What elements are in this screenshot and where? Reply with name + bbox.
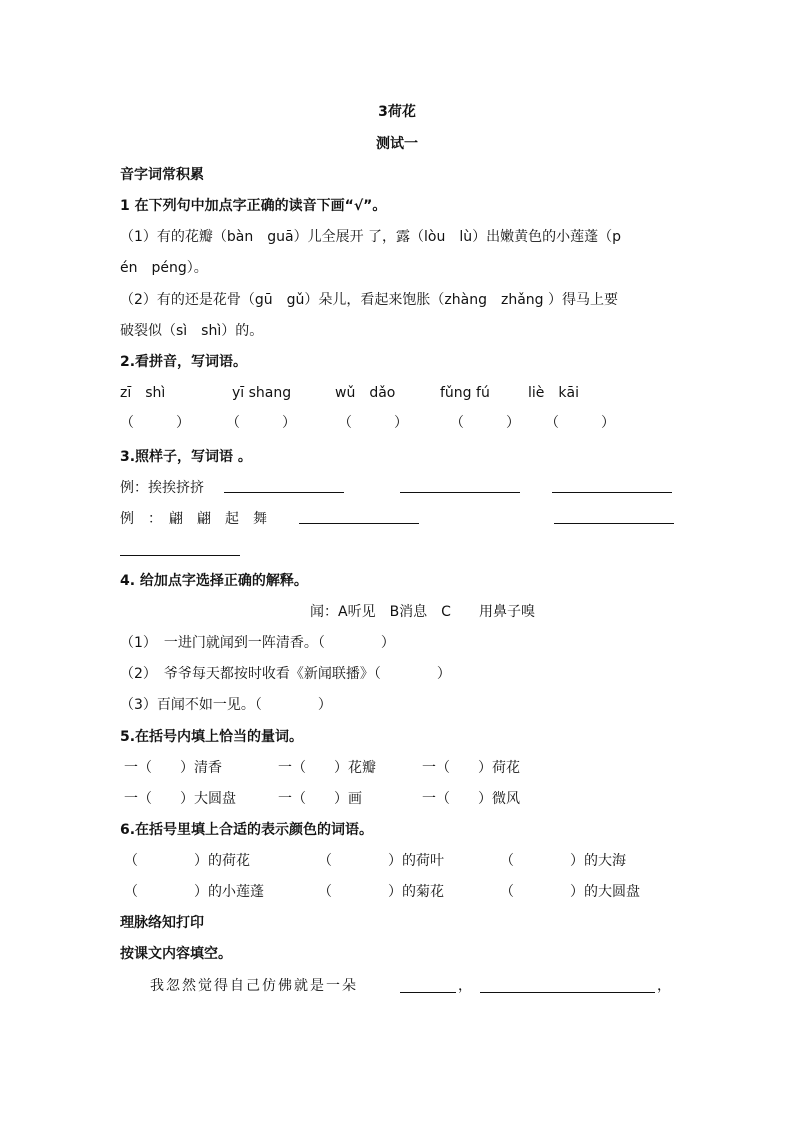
- answer-blank-1[interactable]: （ ）: [120, 415, 190, 431]
- color-word-item: （ ）的荷花: [124, 853, 250, 869]
- answer-line[interactable]: [480, 992, 655, 993]
- question-4-item-2: （2） 爷爷每天都按时收看《新闻联播》（ ）: [120, 666, 451, 682]
- question-1-line-2: én péng）。: [120, 260, 208, 276]
- measure-word-item: 一（ ）大圆盘: [124, 791, 236, 807]
- answer-line[interactable]: [400, 992, 456, 993]
- pinyin-2: yī shang: [232, 385, 292, 401]
- color-word-item: （ ）的大海: [500, 853, 626, 869]
- section-heading-structure: 理脉络知打印: [120, 915, 204, 931]
- measure-word-item: 一（ ）清香: [124, 760, 222, 776]
- example-1: 例：挨挨挤挤: [120, 480, 204, 496]
- pinyin-5: liè kāi: [528, 385, 579, 401]
- answer-line[interactable]: [224, 492, 344, 493]
- color-word-item: （ ）的小莲蓬: [124, 884, 264, 900]
- measure-word-item: 一（ ）微风: [422, 791, 520, 807]
- pinyin-3: wǔ dǎo: [335, 385, 396, 401]
- question-1-heading: 1 在下列句中加点字正确的读音下画“√”。: [120, 198, 387, 214]
- fill-in-sentence: 我忽然觉得自己仿佛就是一朵: [150, 978, 358, 994]
- example-2: 例 ： 翩 翩 起 舞: [120, 511, 267, 527]
- page-title: 3荷花: [378, 104, 416, 120]
- section-heading-vocabulary: 音字词常积累: [120, 167, 204, 183]
- measure-word-item: 一（ ）花瓣: [278, 760, 376, 776]
- comma: ，: [458, 978, 472, 994]
- answer-blank-5[interactable]: （ ）: [545, 415, 615, 431]
- question-1-line-3: （2）有的还是花骨（gū gǔ）朵儿，看起来饱胀（zhàng zhǎng ）得马上要: [120, 292, 618, 308]
- pinyin-4: fǔng fú: [440, 385, 490, 401]
- comma: ，: [657, 978, 671, 994]
- question-6-heading: 6.在括号里填上合适的表示颜色的词语。: [120, 822, 374, 838]
- answer-line[interactable]: [552, 492, 672, 493]
- question-2-heading: 2.看拼音，写词语。: [120, 354, 248, 370]
- question-1-line-1: （1）有的花瓣（bàn guā）儿全展开 了，露（lòu lù）出嫩黄色的小莲蓬（p: [120, 229, 622, 245]
- question-3-heading: 3.照样子，写词语 。: [120, 449, 252, 465]
- measure-word-item: 一（ ）画: [278, 791, 362, 807]
- answer-blank-3[interactable]: （ ）: [338, 415, 408, 431]
- measure-word-item: 一（ ）荷花: [422, 760, 520, 776]
- question-7-heading: 按课文内容填空。: [120, 946, 232, 962]
- question-5-heading: 5.在括号内填上恰当的量词。: [120, 729, 304, 745]
- answer-blank-2[interactable]: （ ）: [226, 415, 296, 431]
- answer-line[interactable]: [299, 523, 419, 524]
- pinyin-1: zī shì: [120, 385, 166, 401]
- question-4-options: 闻：A听见 B消息 C 用鼻子嗅: [310, 604, 535, 620]
- question-1-line-4: 破裂似（sì shì）的。: [120, 323, 264, 339]
- color-word-item: （ ）的荷叶: [318, 853, 444, 869]
- question-4-heading: 4. 给加点字选择正确的解释。: [120, 573, 308, 589]
- answer-line[interactable]: [554, 523, 674, 524]
- question-4-item-3: （3）百闻不如一见。（ ）: [120, 697, 332, 713]
- color-word-item: （ ）的菊花: [318, 884, 444, 900]
- answer-line[interactable]: [120, 555, 240, 556]
- answer-blank-4[interactable]: （ ）: [450, 415, 520, 431]
- page-subtitle: 测试一: [376, 136, 418, 152]
- answer-line[interactable]: [400, 492, 520, 493]
- question-4-item-1: （1） 一进门就闻到一阵清香。（ ）: [120, 635, 395, 651]
- color-word-item: （ ）的大圆盘: [500, 884, 640, 900]
